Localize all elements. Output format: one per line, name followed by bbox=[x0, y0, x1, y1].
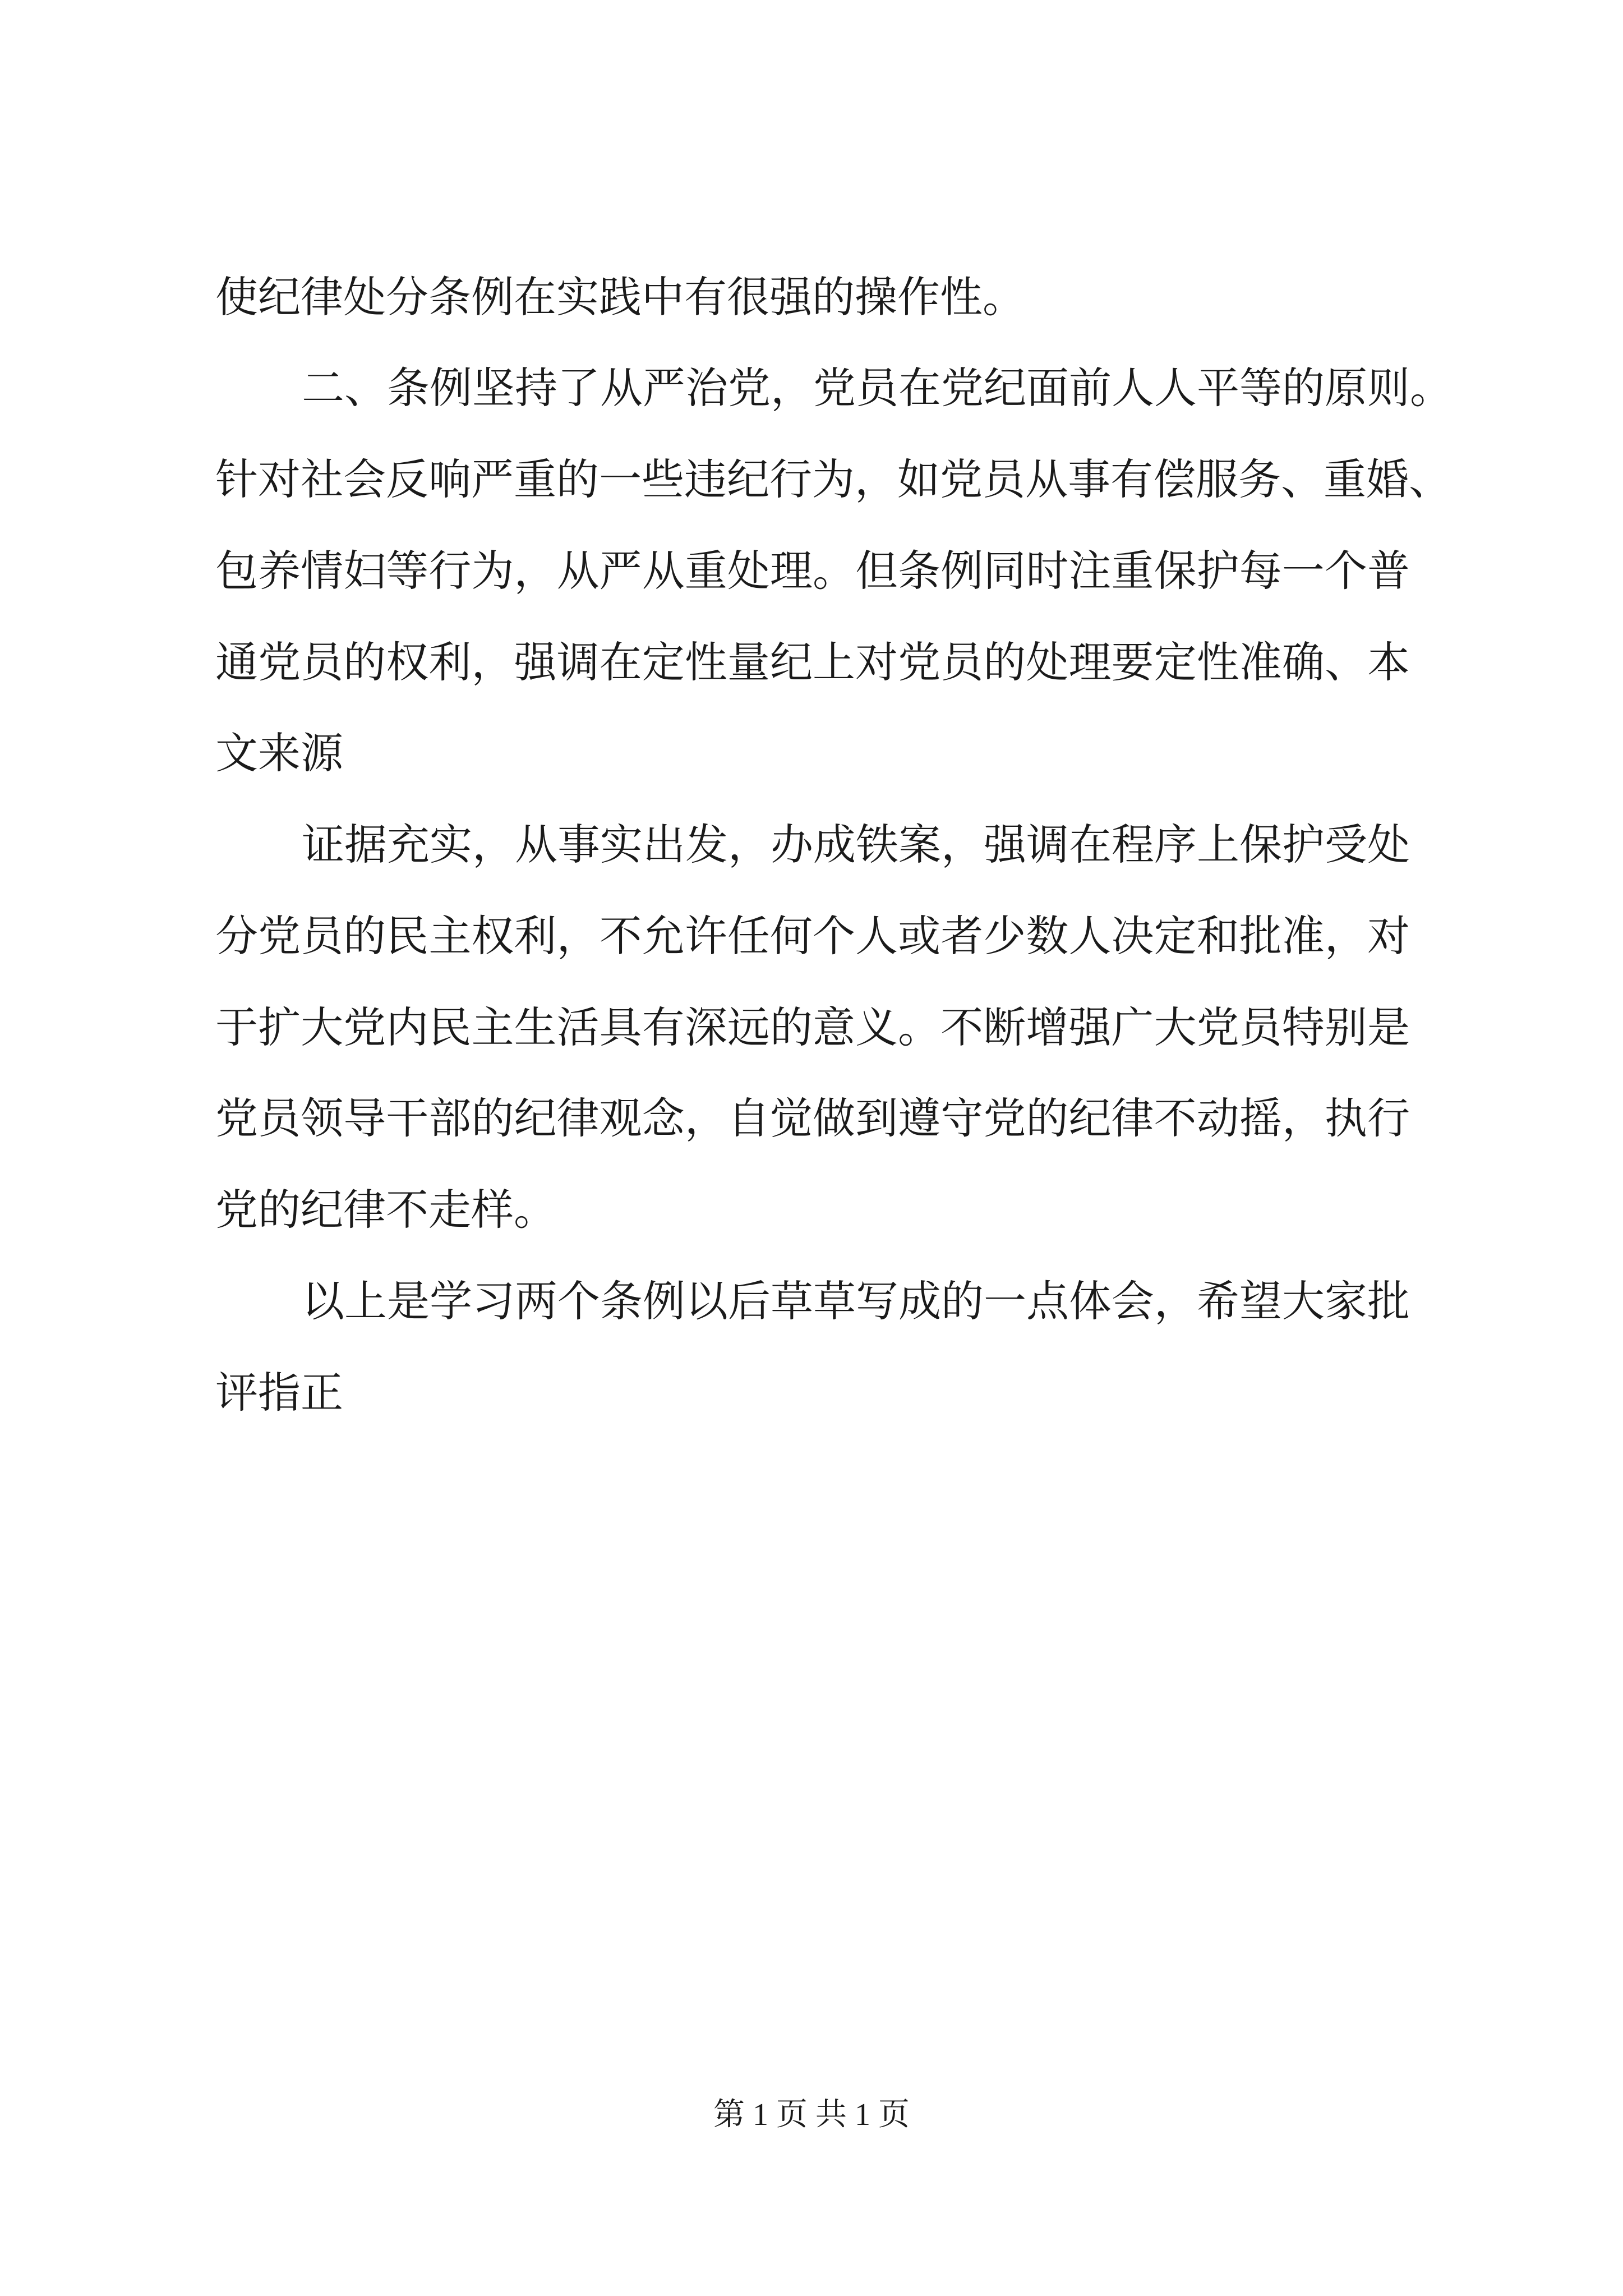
page-footer: 第 1 页 共 1 页 bbox=[713, 2097, 910, 2132]
text-line: 评指正 bbox=[215, 1368, 343, 1418]
text-line: 党员领导干部的纪律观念，自觉做到遵守党的纪律不动摇，执行 bbox=[215, 1093, 1410, 1143]
text-line: 使纪律处分条例在实践中有很强的操作性。 bbox=[215, 272, 1025, 322]
text-line: 针对社会反响严重的一些违纪行为，如党员从事有偿服务、重婚、 bbox=[215, 454, 1451, 504]
text-line: 于扩大党内民主生活具有深远的意义。不断增强广大党员特别是 bbox=[215, 1002, 1410, 1052]
text-line: 党的纪律不走样。 bbox=[215, 1185, 556, 1235]
text-line: 文来源 bbox=[215, 728, 343, 778]
text-line: 以上是学习两个条例以后草草写成的一点体会，希望大家批 bbox=[302, 1276, 1410, 1326]
text-line: 通党员的权利，强调在定性量纪上对党员的处理要定性准确、本 bbox=[215, 637, 1410, 687]
text-line: 包养情妇等行为，从严从重处理。但条例同时注重保护每一个普 bbox=[215, 546, 1410, 596]
text-line: 证据充实，从事实出发，办成铁案，强调在程序上保护受处 bbox=[302, 820, 1410, 869]
text-line: 分党员的民主权利，不允许任何个人或者少数人决定和批准，对 bbox=[215, 911, 1410, 961]
text-line: 二、条例坚持了从严治党，党员在党纪面前人人平等的原则。 bbox=[302, 363, 1453, 413]
